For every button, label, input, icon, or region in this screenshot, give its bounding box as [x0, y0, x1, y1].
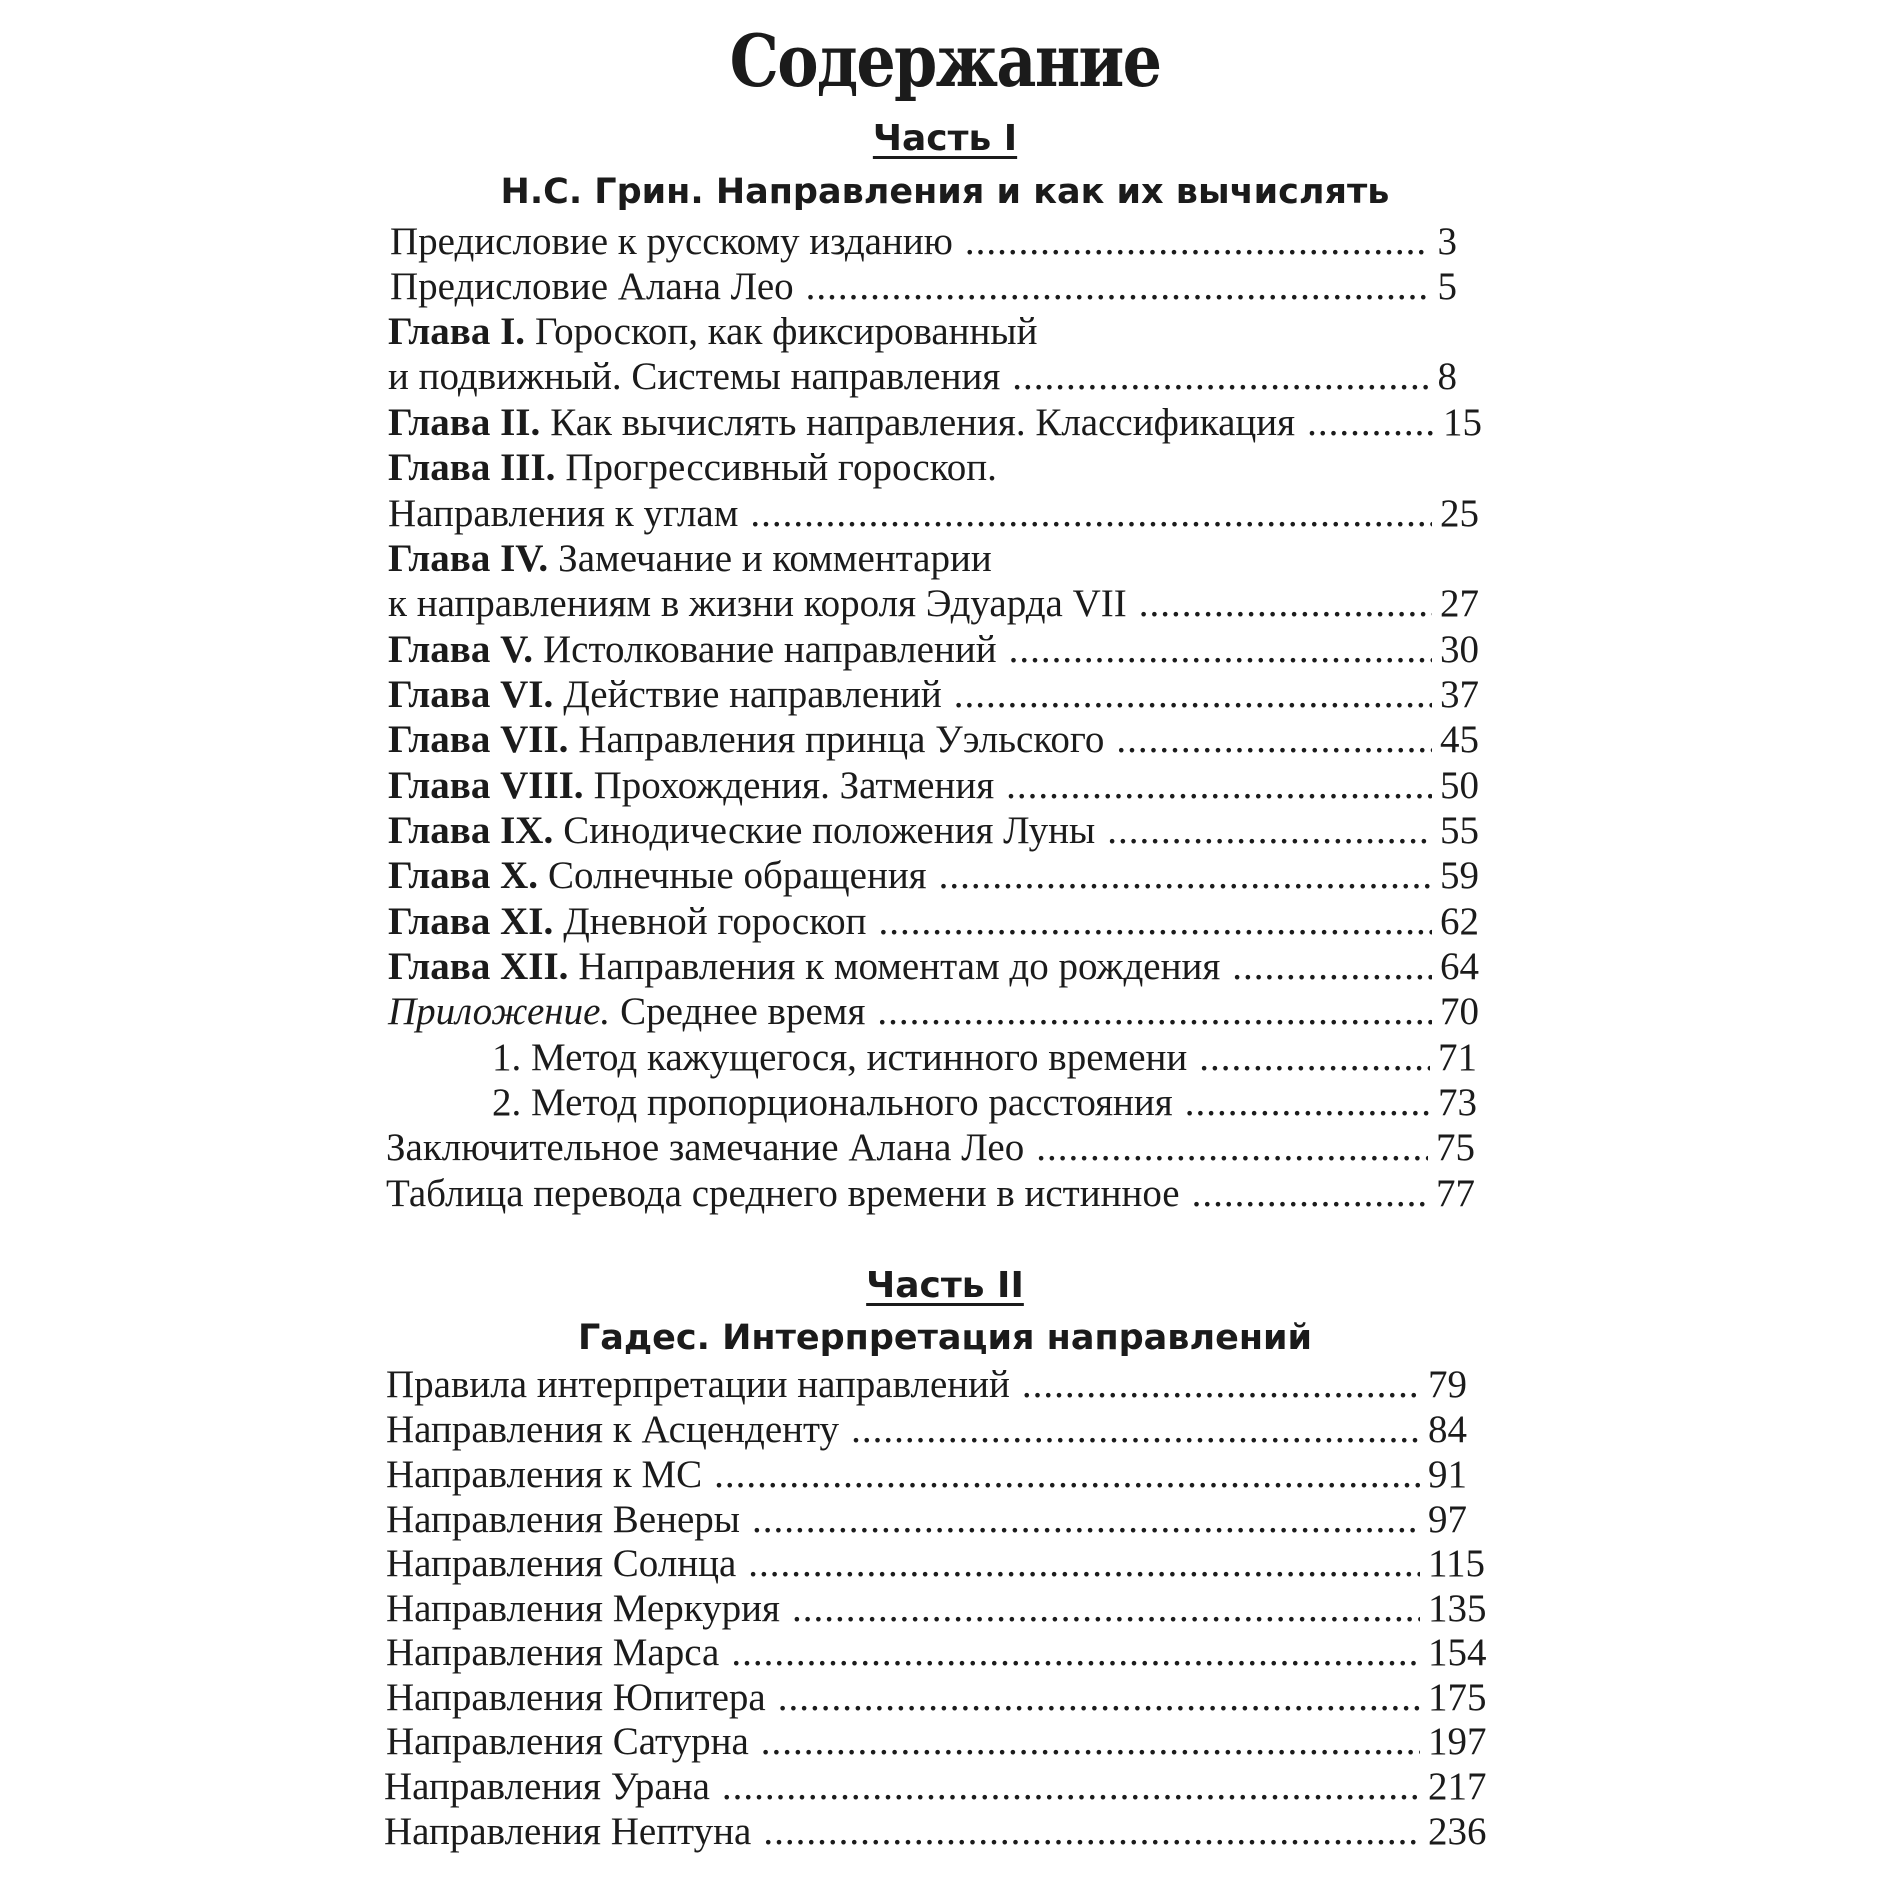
toc-entry: Глава XII. Направления к моментам до рождения ..... 64: [388, 945, 1460, 989]
chapter-label: Глава VIII.: [388, 764, 584, 807]
page-number: 37: [1440, 673, 1479, 716]
page-number: 30: [1440, 628, 1479, 671]
page-number: 73: [1438, 1081, 1477, 1124]
page-number: 97: [1428, 1498, 1467, 1541]
chapter-label: Глава X.: [388, 854, 539, 897]
chapter-label: Глава II.: [388, 401, 541, 444]
toc-entry: Глава VII. Направления принца Уэльского ..... 45: [388, 718, 1460, 762]
toc-entry: Направления Меркурия ..... 135: [386, 1587, 1448, 1631]
page-number: 135: [1428, 1587, 1487, 1630]
page-number: 27: [1440, 582, 1479, 625]
chapter-label: Глава VII.: [388, 718, 569, 761]
toc-entry: Предисловие к русскому изданию ..... 3: [390, 220, 1457, 264]
toc-entry: Направления Урана ..... 217: [384, 1765, 1448, 1809]
toc-entry: Направления Сатурна ..... 197: [386, 1720, 1448, 1764]
toc-entry: Направления Юпитера ..... 175: [386, 1676, 1448, 1720]
toc-entry-line1: Глава IV. Замечание и комментарии: [388, 537, 992, 580]
page-number: 64: [1440, 945, 1479, 988]
page-number: 84: [1428, 1408, 1467, 1451]
part1-heading: Часть I: [872, 118, 1018, 159]
chapter-label: Глава III.: [388, 446, 556, 489]
page-number: 217: [1428, 1765, 1487, 1808]
toc-entry: Правила интерпретации направлений ..... 79: [386, 1363, 1448, 1407]
toc-entry: Направления Марса ..... 154: [386, 1631, 1448, 1675]
page-number: 62: [1440, 900, 1479, 943]
toc-entry: к направлениям в жизни короля Эдуарда VII ..... 27: [388, 582, 1460, 626]
page-number: 79: [1428, 1363, 1467, 1406]
page-number: 15: [1443, 401, 1482, 444]
page-title: Содержание: [729, 18, 1161, 103]
chapter-label: Глава IV.: [388, 537, 549, 580]
toc-entry: Глава VI. Действие направлений ..... 37: [388, 673, 1460, 717]
toc-entry: Глава XI. Дневной гороскоп ..... 62: [388, 900, 1460, 944]
toc-entry: Приложение. Среднее время ..... 70: [388, 990, 1460, 1034]
toc-entry: Предисловие Алана Лео ..... 5: [390, 265, 1457, 309]
page-number: 25: [1440, 492, 1479, 535]
toc-entry: Таблица перевода среднего времени в истинное ..... 77: [386, 1172, 1456, 1216]
page-number: 3: [1437, 220, 1457, 263]
page-number: 175: [1428, 1676, 1487, 1719]
page-number: 55: [1440, 809, 1479, 852]
toc-entry: Направления Нептуна ..... 236: [384, 1810, 1448, 1854]
page-number: 154: [1428, 1631, 1487, 1674]
toc-entry-line1: Глава III. Прогрессивный гороскоп.: [388, 446, 997, 489]
page-number: 91: [1428, 1453, 1467, 1496]
toc-entry: Глава VIII. Прохождения. Затмения ..... 50: [388, 764, 1460, 808]
toc-entry: Направления Солнца ..... 115: [386, 1542, 1448, 1586]
page-number: 71: [1438, 1036, 1477, 1079]
page-number: 75: [1436, 1126, 1475, 1169]
toc-entry: 2. Метод пропорционального расстояния ..... 73: [492, 1081, 1458, 1125]
page-number: 197: [1428, 1720, 1487, 1763]
chapter-label: Глава VI.: [388, 673, 554, 716]
chapter-label: Глава V.: [388, 628, 533, 671]
toc-entry: Направления к Асценденту ..... 84: [386, 1408, 1448, 1452]
part2-subtitle: Гадес. Интерпретация направлений: [577, 1318, 1313, 1358]
page-number: 77: [1436, 1172, 1475, 1215]
toc-entry: Глава V. Истолкование направлений ..... 30: [388, 628, 1460, 672]
toc-entry: Направления Венеры ..... 97: [386, 1498, 1448, 1542]
chapter-label: Глава I.: [388, 310, 526, 353]
page-number: 115: [1428, 1542, 1486, 1585]
page-number: 50: [1440, 764, 1479, 807]
toc-entry: Глава IX. Синодические положения Луны ..... 55: [388, 809, 1460, 853]
page-number: 59: [1440, 854, 1479, 897]
page-number: 8: [1437, 355, 1457, 398]
part2-heading: Часть II: [866, 1265, 1024, 1306]
toc-entry: Глава II. Как вычислять направления. Классификация ..... 15: [388, 401, 1463, 445]
page-number: 5: [1437, 265, 1457, 308]
toc-entry: Направления к МС ..... 91: [386, 1453, 1448, 1497]
toc-entry: 1. Метод кажущегося, истинного времени ..... 71: [492, 1036, 1458, 1080]
toc-entry: Направления к углам ..... 25: [388, 492, 1460, 536]
chapter-label: Глава XI.: [388, 900, 554, 943]
appendix-label: Приложение.: [388, 990, 611, 1033]
toc-entry: Заключительное замечание Алана Лео ..... 75: [386, 1126, 1456, 1170]
part1-subtitle: Н.С. Грин. Направления и как их вычислять: [500, 172, 1390, 212]
page-number: 236: [1428, 1810, 1487, 1853]
chapter-label: Глава XII.: [388, 945, 569, 988]
page-number: 45: [1440, 718, 1479, 761]
toc-entry: Глава X. Солнечные обращения ..... 59: [388, 854, 1460, 898]
page-number: 70: [1440, 990, 1479, 1033]
toc-entry-line1: Глава I. Гороскоп, как фиксированный: [388, 310, 1038, 353]
chapter-label: Глава IX.: [388, 809, 554, 852]
toc-entry: и подвижный. Системы направления ..... 8: [388, 355, 1457, 399]
